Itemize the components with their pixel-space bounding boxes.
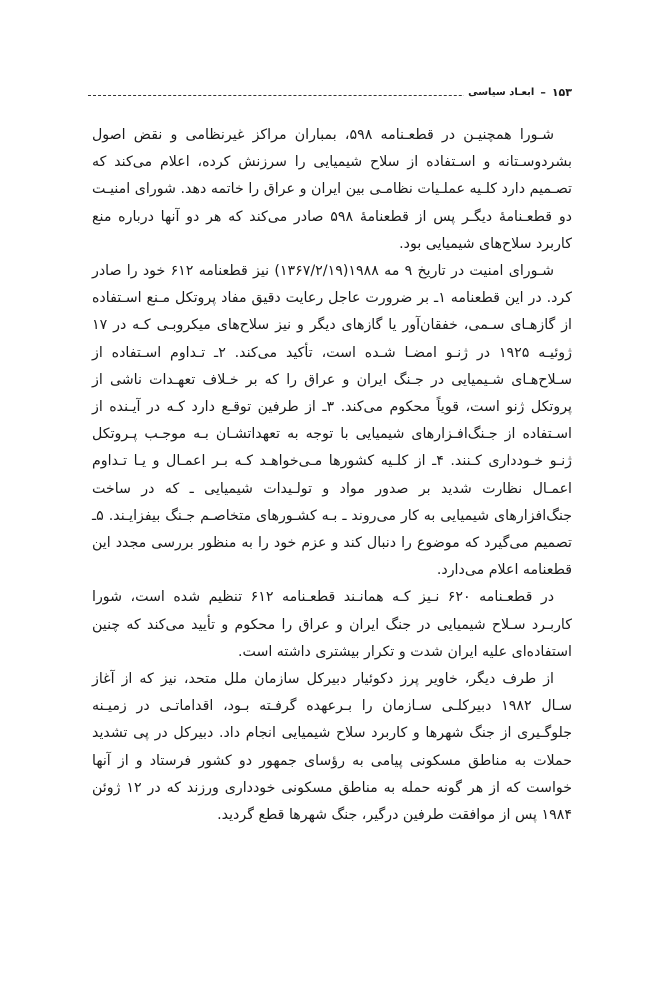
body-text xyxy=(92,122,572,829)
running-header xyxy=(88,86,572,104)
page-number: ۱۵۳ xyxy=(551,86,572,99)
paragraph: شـورای امنیت در تاریخ ۹ مه ۱۹۸۸(۱۳۶۷/۲/۱۹) نیز قطعنامه ۶۱۲ خود را صادر کرد. در این قطعنامه ۱ـ بر ضرورت عاجل رعایت دقیق مفاد پروتکل مـنع اسـتفاده از گازهـای سـمی، خفقان‌آور یا گازهای دیگر و نیز سلاح‌های میکروبـی کـه در ۱۷ ژوئیـه ۱۹۲۵ در ژنـو امضـا شـده است، تأکید می‌کند. ۲ـ تـداوم اسـتفاده از سـلاح‌هـای شـیمیایی در جـنگ ایران و عراق را که بر خـلاف تعهـدات ناشی از پروتکل ژنو است، قویاً محکوم می‌کند. ۳ـ از طرفین توقـع دارد کـه در آیـنده از اسـتفاده از جـنگ‌افـزارهای شیمیایی با توجه به تعهداتشـان بـه موجـب پـروتکل ژنـو خـودداری کـنند. ۴ـ از کلـیه کشورها مـی‌خواهـد کـه بـر اعمـال و یـا تـداوم اعمـال نظارت شدید بر صدور مواد و تولـیدات شیمیایی ـ که در ساخت جنگ‌افزارهای شیمیایی به کار می‌روند ـ بـه کشـورهای متخاصـم جـنگ بیفزایـند. ۵ـ تصمیم می‌گیرد که موضوع را دنبال کند و عزم خود را به منظور بررسی مجدد این قطعنامه اعلام می‌دارد. xyxy=(92,263,572,579)
header-separator: – xyxy=(540,86,546,99)
paragraph: شـورا همچنیـن در قطعـنامه ۵۹۸، بمباران مراکز غیرنظامی و نقض اصول بشردوسـتانه و اسـتفاده از سلاح شیمیایی را سرزنش کرده، اعلام می‌کند که تصـمیم دارد کلـیه عملـیات نظامـی بین ایران و عراق را خاتمه دهد. شورای امنیـت دو قطعـنامۀ دیگـر پس از قطعنامۀ ۵۹۸ صادر می‌کند که هر دو آنها درباره منع کاربرد سلاح‌های شیمیایی بود. xyxy=(92,127,572,252)
paragraph: در قطعـنامه ۶۲۰ نـیز کـه همانـند قطعـنامه ۶۱۲ تنظیم شده است، شورا کاربـرد سـلاح شیمیایی در جنگ ایران و عراق را محکوم و تأیید می‌کند که چنین استفاده‌ای علیه ایران شدت و تکرار بیشتری داشته است. xyxy=(92,589,572,660)
header-title-group xyxy=(464,86,572,100)
paragraph: از طرف دیگر، خاویر پرز دکوئیار دبیرکل سازمان ملل متحد، نیز که از آغاز سـال ۱۹۸۲ دبیرکلـی سـازمان را بـرعهده گرفـته بـود، اقداماتـی در زمیـنه جلوگـیری از جنگ شهرها و کاربرد سلاح شیمیایی انجام داد. دبیرکل در پی تشدید حملات به مناطق مسکونی پیامی به رؤسای جمهور دو کشور فرستاد و از آنها خواست که از هر گونه حمله به مناطق مسکونی خودداری ورزند که در ۱۲ ژوئن ۱۹۸۴ پس از موافقت طرفین درگیر، جنگ شهرها قطع گردید. xyxy=(92,671,573,824)
book-title: ابعـاد سیاسی xyxy=(468,87,535,98)
